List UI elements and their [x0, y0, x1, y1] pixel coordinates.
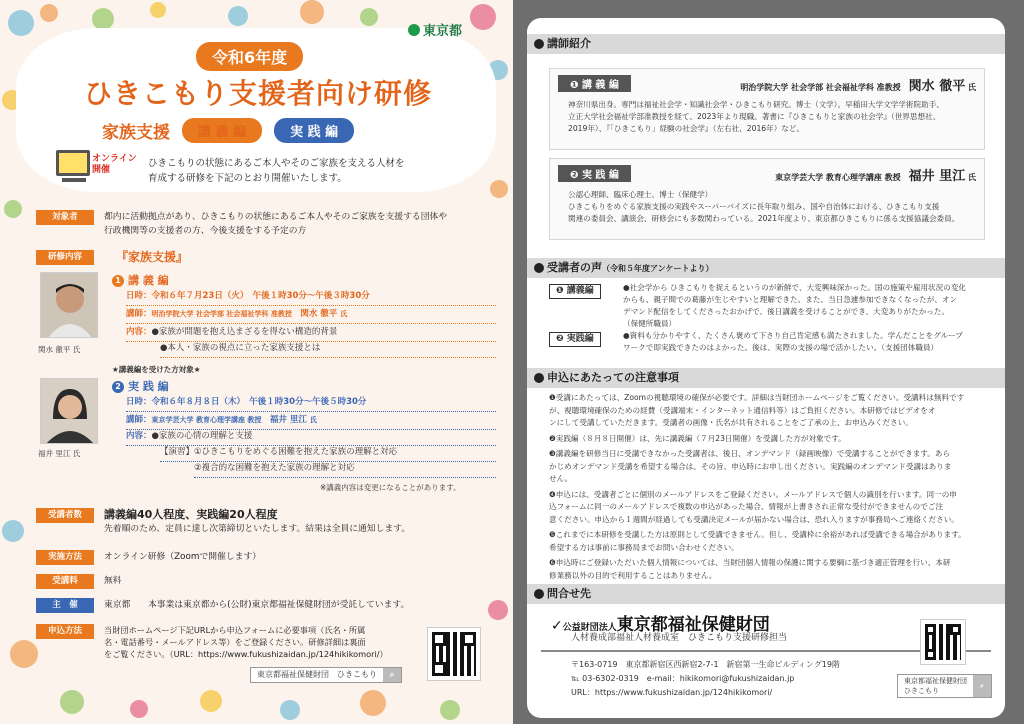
decor-dot: [440, 700, 460, 720]
decor-dot: [60, 690, 84, 714]
apply-text: 当財団ホームページ下記URLから申込フォームに必要事項（氏名・所属 名・電話番号・メールアドレス等）をご登録ください。研修詳細は裏面 をご覧ください。（URL：https://www.fukushizaidan.jp/124hikikomori/）: [104, 625, 388, 659]
card2-tag: ❷ 実 践 編: [558, 165, 631, 182]
search-text: 東京都福祉保健財団 ひきこもり: [904, 677, 967, 695]
fee-label: 受講料: [36, 574, 94, 589]
qr-code[interactable]: [921, 620, 965, 664]
session2-content: 内容：●家族の心情の理解と支援: [126, 428, 496, 446]
decor-dot: [360, 690, 386, 716]
note-item: ❸講義編を研修当日に受講できなかった受講者は、後日、オンデマンド（録画映像）で受講することができます。あら かじめオンデマンド受講を希望する場合は、その旨、申込時にお申し出ください。実践編のオンデマンド受講はありま せん。: [549, 449, 952, 483]
card2-byline: 東京学芸大学 教育心理学講座 教授 福井 里江 氏: [775, 169, 976, 184]
computer-base-icon: [62, 178, 86, 182]
lecturer1-photo: [40, 272, 98, 338]
decor-dot: [92, 8, 114, 30]
voice2-tag: ❷ 実践編: [549, 332, 601, 347]
decor-dot: [150, 2, 166, 18]
session2-lecturer: 講師：東京学芸大学 教育心理学講座 教授 福井 里江 氏: [126, 412, 496, 430]
capacity-main: 講義編40人程度、実践編20人程度: [104, 508, 278, 521]
lecturer-card-1: [549, 68, 985, 150]
course-title: 『家族支援』: [116, 250, 189, 264]
note-item: ❻申込時にご登録いただいた個人情報については、当財団個人情報の保護に関する要綱に基づき適正管理を行い、本研 修業務以外の目的で利用することはありません。: [549, 558, 951, 580]
host-label: 主 催: [36, 598, 94, 613]
session1-item2: ●本人・家族の視点に立った家族支援とは: [160, 340, 496, 358]
decor-dot: [488, 600, 508, 620]
subtitle-row: [102, 118, 354, 143]
session1-heading: 1 講 義 編: [112, 272, 169, 288]
online-badge: オンライン 開催: [92, 154, 137, 175]
card2-body: 公認心理師、臨床心理士、博士（保健学） ひきこもりをめぐる家族支援の実践やスーパーバイズに長年取り組み、国や自治体における、ひきこもり支援 関連の委員会、講演会、研修会にも多数関わっている。2021年度より、東京都ひきこもりに係る支援協議会委員。: [568, 190, 960, 223]
note-item: ❺これまでに本研修を受講した方は原則として受講できません。但し、受講枠に余裕があれば受講できる場合があります。 希望する方は事前に事務局までお問い合わせください。: [549, 530, 966, 552]
decor-dot: [40, 4, 58, 22]
capacity-row: [36, 508, 410, 536]
search-icon[interactable]: ⌕: [383, 668, 401, 682]
decor-dot: [4, 200, 22, 218]
content-row: [36, 250, 94, 265]
capacity-sub: 先着順のため、定員に達し次第締切といたします。結果は全員に通知します。: [104, 524, 411, 534]
main-title: ひきこもり支援者向け研修: [83, 77, 432, 110]
decor-dot: [130, 700, 148, 718]
content-label: 研修内容: [36, 250, 94, 265]
subtitle: 家族支援: [102, 123, 170, 143]
target-row: [36, 210, 504, 238]
search-icon[interactable]: ⌕: [973, 675, 991, 697]
notes-list: [549, 392, 993, 585]
org-logo-icon: ✓: [551, 618, 563, 634]
method-text: オンライン研修（Zoomで開催します）: [104, 552, 262, 562]
between-note: ★講義編を受けた方対象★: [112, 365, 201, 374]
session1-content: 内容：●家族が問題を抱え込まざるを得ない構造的背景: [126, 324, 496, 342]
lecturer2-caption: 福井 里江 氏: [38, 449, 81, 458]
fee-text: 無料: [104, 576, 122, 586]
person-photo-icon: [41, 379, 98, 444]
session2-item2: 【演習】①ひきこもりをめぐる困難を抱えた家族の理解と対応: [160, 444, 496, 462]
org-name: ✓公益財団法人東京都福祉保健財団: [551, 615, 770, 635]
lecturer2-photo: [40, 378, 98, 444]
voice1-tag: ❶ 講義編: [549, 284, 601, 299]
search-text: 東京都福祉保健財団 ひきこもり: [257, 670, 377, 679]
target-text: 都内に活動拠点があり、ひきこもりの状態にあるご本人やそのご家族を支援する団体や 行政機関等の支援者の方、今後支援をする予定の方: [104, 212, 448, 236]
method-label: 実施方法: [36, 550, 94, 565]
card1-byline: 明治学院大学 社会学部 社会福祉学科 准教授 関水 徹平 氏: [740, 79, 976, 94]
back-page: [527, 18, 1005, 718]
org-url[interactable]: URL：https://www.fukushizaidan.jp/124hikikomori/: [571, 688, 773, 697]
session1-date: 日時：令和６年７月23日（火） 午後１時30分～午後３時30分: [126, 288, 496, 306]
voice2-text: ●資料も分かりやすく、たくさん褒めて下さり自己肯定感も満たされました。学んだことをグループ ワークで即実践できたのはよかった。後は、実際の支援の場で活かしたい。（支援団体職員）: [623, 331, 963, 352]
person-photo-icon: [41, 273, 98, 338]
org-dept: 人材養成部福祉人材養成室 ひきこもり支援研修担当: [571, 633, 788, 643]
apply-row: [36, 624, 414, 660]
voice1-text: ●社会学から ひきこもりを捉えるというのが新鮮で、大変興味深かった。国の施策や雇用状況の変化 からも、親子間での葛藤が生じやすいと理解できた。また、当日急遽参加できなくなったが、オン デマンド配信をしてくださったおかげで、後日講義を受けることができ、大変ありがたかった。 （保健所職員）: [623, 283, 967, 328]
decor-dot: [470, 4, 496, 30]
year-badge: 令和6年度: [196, 42, 303, 71]
change-note: ※講義内容は変更になることがあります。: [320, 483, 461, 492]
lecture-pill: 講 義 編: [182, 118, 262, 143]
lecturer-card-2: [549, 158, 985, 240]
decor-dot: [360, 8, 378, 26]
session2-item3: ②複合的な困難を抱えた家族の理解と対応: [194, 460, 496, 478]
decor-dot: [490, 180, 508, 198]
host-row: [36, 598, 409, 613]
section-lecturers: 講師紹介: [527, 34, 1005, 54]
org-address: 〒163-0719 東京都新宿区西新宿2-7-1 新宿第一生命ビルディング19階: [571, 660, 840, 669]
search-box[interactable]: [897, 674, 992, 698]
tokyo-logo: 東京都: [408, 20, 462, 39]
capacity-label: 受講者数: [36, 508, 94, 523]
session2-heading: 2 実 践 編: [112, 378, 169, 394]
intro-text: ひきこもりの状態にあるご本人やそのご家族を支える人材を 育成する研修を下記のとおり開催いたします。: [148, 158, 405, 184]
section-notes: 申込にあたっての注意事項: [527, 368, 1005, 388]
note-item: ❶受講にあたっては、Zoomの視聴環境の確保が必要です。詳細は当財団ホームページをご覧ください。受講料は無料です が、視聴環境確保のための経費（受講端末・インターネット通信料等）はご負担ください。本研修ではビデオをオ ンにして受講していただきます。受講者の画像・氏名が共有されることをご了承の上、お申込みください。: [549, 393, 965, 427]
org-tel-mail: ℡ 03-6302-0319 e-mail：hikikomori@fukushizaidan.jp: [571, 674, 795, 683]
decor-dot: [228, 6, 248, 26]
section-voices: 受講者の声（令和５年度アンケートより）: [527, 258, 1005, 278]
decor-dot: [2, 520, 24, 542]
decor-dot: [200, 690, 222, 712]
section-contact: 問合せ先: [527, 584, 1005, 604]
computer-icon: [56, 150, 90, 176]
card1-body: 神奈川県出身。専門は福祉社会学・知識社会学・ひきこもり研究。博士（文学）。早稲田大学文学学術院助手、 立正大学社会福祉学部准教授を経て、2023年より現職。著書に『ひきこもりと家族の社会学』（世界思想社、 2019年）、『「ひきこもり」経験の社会学』（左右社、2016年）など。: [568, 100, 944, 133]
qr-code[interactable]: [428, 628, 480, 680]
note-item: ❷実践編（８月８日開催）は、先に講義編（７月23日開催）を受講した方が対象です。: [549, 433, 846, 443]
decor-dot: [8, 10, 34, 36]
decor-dot: [280, 700, 300, 720]
target-label: 対象者: [36, 210, 94, 225]
fee-row: [36, 574, 122, 589]
practice-pill: 実 践 編: [274, 118, 354, 143]
tokyo-mark-icon: [408, 24, 420, 36]
note-item: ❹申込には、受講者ごとに個別のメールアドレスをご登録ください。メールアドレスで個人の識別を行います。同一の申 込フォームに同一のメールアドレスで複数の申込があった場合、情報が上書きされ正常な受付ができませんのでご注 意ください。申込から１週間が経過しても受講決定メールが届かない場合は、恐れ入りますが事務局へご連絡ください。: [549, 489, 959, 524]
lecturer1-caption: 関水 徹平 氏: [38, 345, 81, 354]
apply-label: 申込方法: [36, 624, 94, 639]
session2-date: 日時：令和６年８月８日（木） 午後１時30分～午後５時30分: [126, 394, 496, 412]
method-row: [36, 550, 261, 565]
session1-lecturer: 講師：明治学院大学 社会学部 社会福祉学科 准教授 関水 徹平 氏: [126, 306, 496, 324]
card1-tag: ❶ 講 義 編: [558, 75, 631, 92]
decor-dot: [300, 0, 324, 24]
decor-dot: [10, 640, 38, 668]
search-box[interactable]: [250, 667, 402, 683]
host-text: 東京都 本事業は東京都から(公財)東京都福祉保健財団が受託しています。: [104, 600, 410, 610]
